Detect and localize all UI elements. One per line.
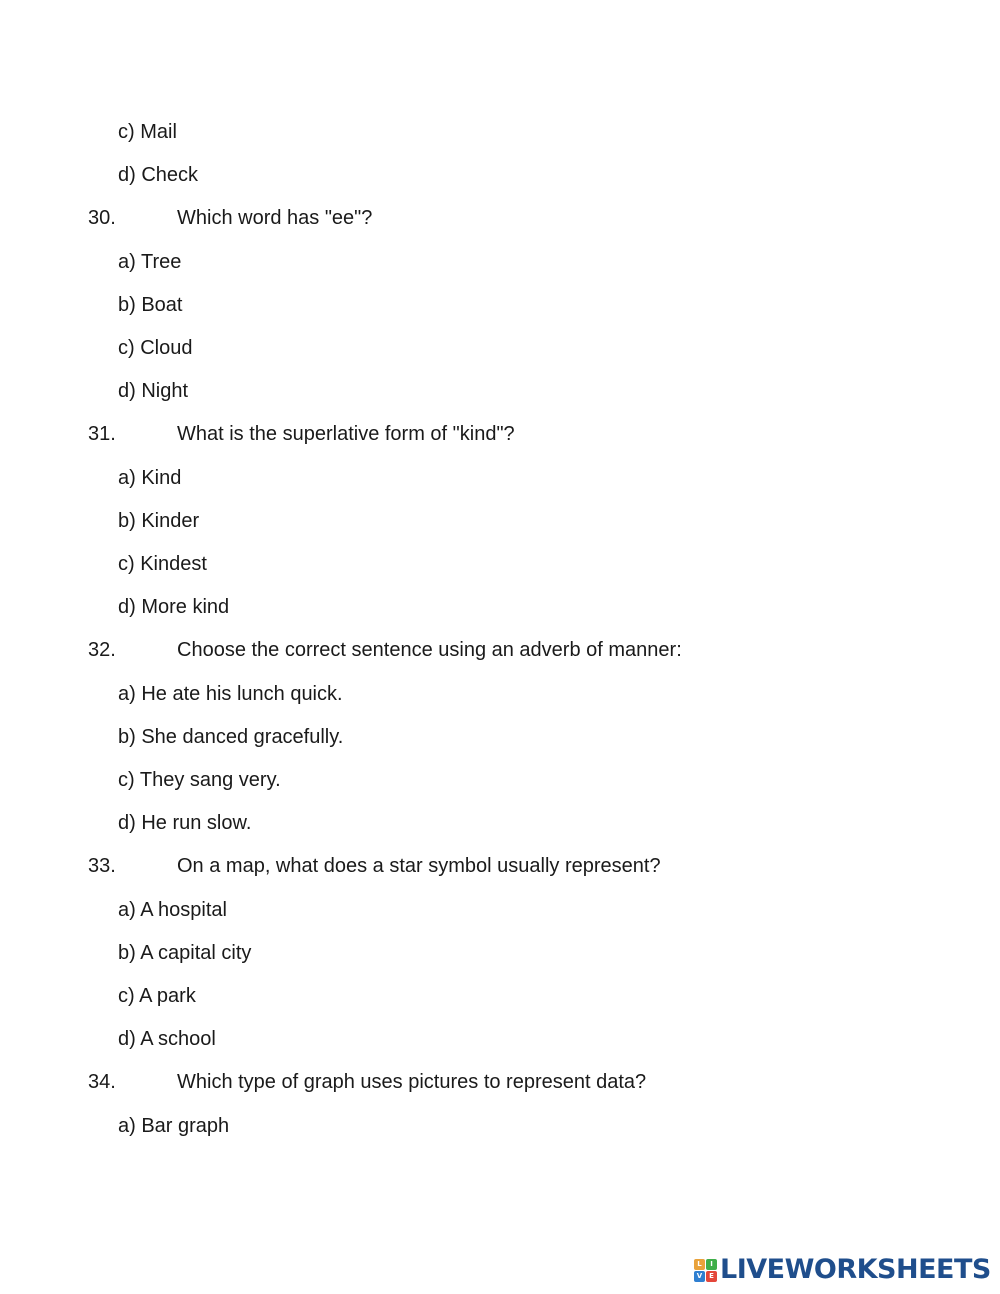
question-number-32: 32. — [88, 639, 116, 661]
option-33d: d) A school — [118, 1028, 216, 1050]
option-34a: a) Bar graph — [118, 1115, 230, 1137]
option-30a: a) Tree — [118, 251, 182, 273]
option-32c: c) They sang very. — [118, 769, 281, 791]
logo-letter-i: I — [706, 1259, 717, 1270]
liveworksheets-brand[interactable] — [694, 1253, 991, 1287]
question-number-33: 33. — [88, 855, 116, 877]
logo-letter-v: V — [694, 1271, 705, 1282]
option-29c: c) Mail — [118, 121, 177, 143]
option-33b: b) A capital city — [118, 942, 252, 964]
question-text-30: Which word has "ee"? — [177, 207, 373, 229]
option-32a: a) He ate his lunch quick. — [118, 683, 343, 705]
question-text-31: What is the superlative form of "kind"? — [177, 423, 515, 445]
question-number-34: 34. — [88, 1071, 116, 1093]
liveworksheets-logo-icon — [694, 1259, 717, 1282]
option-30d: d) Night — [118, 380, 189, 402]
option-33c: c) A park — [118, 985, 196, 1007]
logo-letter-e: E — [706, 1271, 717, 1282]
question-number-31: 31. — [88, 423, 116, 445]
question-text-34: Which type of graph uses pictures to represent data? — [177, 1071, 647, 1093]
option-31a: a) Kind — [118, 467, 182, 489]
option-31c: c) Kindest — [118, 553, 207, 575]
option-29d: d) Check — [118, 164, 199, 186]
option-32b: b) She danced gracefully. — [118, 726, 344, 748]
option-33a: a) A hospital — [118, 899, 227, 921]
question-text-32: Choose the correct sentence using an adverb of manner: — [177, 639, 682, 661]
question-text-33: On a map, what does a star symbol usually represent? — [177, 855, 661, 877]
option-31b: b) Kinder — [118, 510, 200, 532]
logo-letter-l: L — [694, 1259, 705, 1270]
option-30c: c) Cloud — [118, 337, 193, 359]
brand-wordmark: LIVEWORKSHEETS — [720, 1254, 991, 1285]
option-31d: d) More kind — [118, 596, 230, 618]
question-number-30: 30. — [88, 207, 116, 229]
option-30b: b) Boat — [118, 294, 183, 316]
option-32d: d) He run slow. — [118, 812, 252, 834]
